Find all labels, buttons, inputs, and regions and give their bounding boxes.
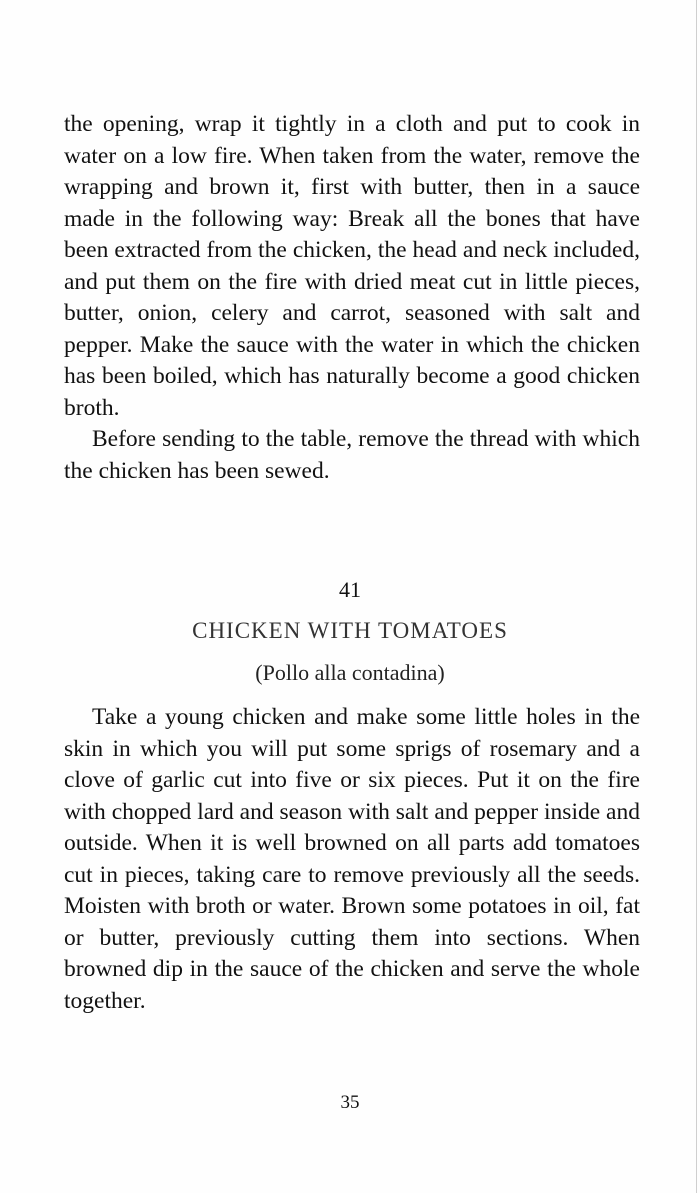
paragraph: the opening, wrap it tightly in a cloth and put to cook in water on a low fire. When taken from the water, remove the wrapping and brown it, first with butter, then in a sauce made in the following way: Break all the bones that have been extracted from the chicken, the head and neck included, and put them on the fire with dried meat cut in little pieces, butter, onion, celery and carrot, seasoned with salt and pepper. Make the sauce with the water in which the chicken has been boiled, which has naturally become a good chicken broth. xyxy=(64,111,640,421)
recipe-number: 41 xyxy=(339,577,361,602)
paragraph: Before sending to the table, remove the thread with which the chicken has been sewed. xyxy=(64,426,640,484)
previous-recipe-continuation xyxy=(64,109,640,487)
recipe-subtitle: (Pollo alla contadina) xyxy=(255,660,445,685)
recipe-title: CHICKEN WITH TOMATOES xyxy=(192,618,508,643)
page-number: 35 xyxy=(340,1092,360,1113)
paragraph: Take a young chicken and make some little holes in the skin in which you will put some sprigs of rosemary and a clove of garlic cut into five or six pieces. Put it on the fire with chopped lard and season with salt and pepper inside and outside. When it is well browned on all parts add tomatoes cut in pieces, taking care to remove previously all the seeds. Moisten with broth or water. Brown some potatoes in oil, fat or butter, previously cutting them into sections. When browned dip in the sauce of the chicken and serve the whole together. xyxy=(64,704,640,1014)
recipe-body xyxy=(64,702,640,1017)
